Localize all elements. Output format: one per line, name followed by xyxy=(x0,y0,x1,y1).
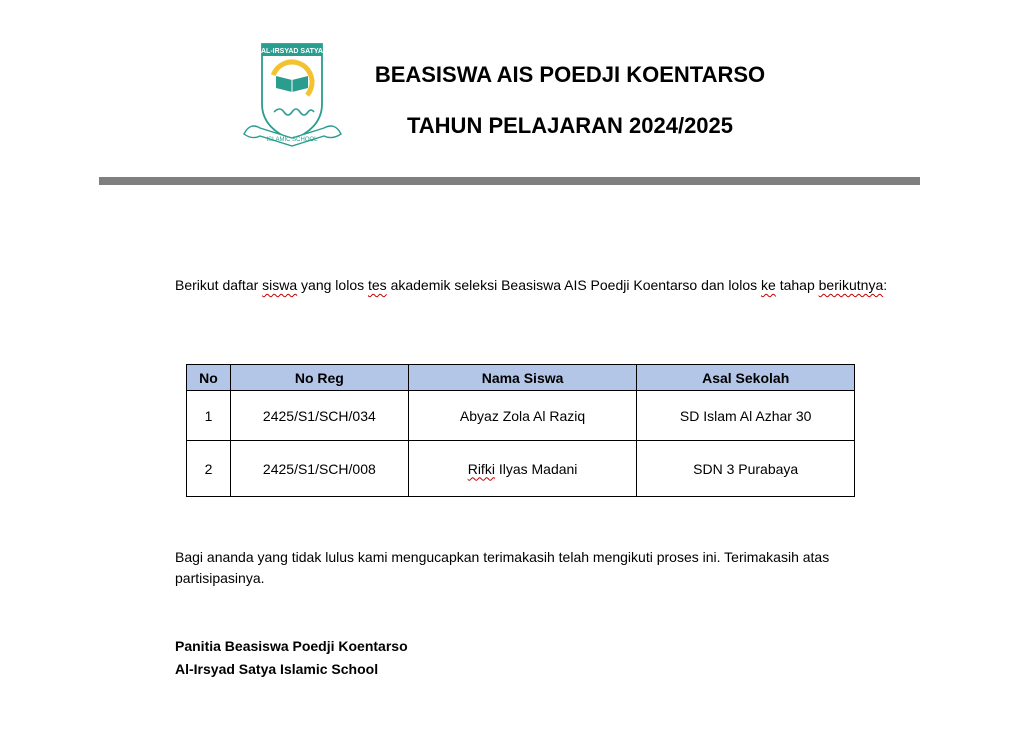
signature-committee: Panitia Beasiswa Poedji Koentarso xyxy=(175,638,408,654)
column-header-no-reg: No Reg xyxy=(230,365,408,391)
column-header-nama-siswa: Nama Siswa xyxy=(408,365,637,391)
table-row xyxy=(187,441,855,497)
cell-no-reg: 2425/S1/SCH/034 xyxy=(230,391,408,441)
cell-nama-siswa: Rifki Ilyas Madani xyxy=(408,441,637,497)
header-divider xyxy=(99,177,920,185)
spellcheck-word: tes xyxy=(368,277,387,293)
column-header-asal-sekolah: Asal Sekolah xyxy=(637,365,855,391)
spellcheck-word: ke xyxy=(761,277,776,293)
cell-no: 1 xyxy=(187,391,231,441)
intro-paragraph: Berikut daftar siswa yang lolos tes akademik seleksi Beasiswa AIS Poedji Koentarso dan lolos ke tahap berikutnya: xyxy=(175,277,888,293)
closing-paragraph: Bagi ananda yang tidak lulus kami mengucapkan terimakasih telah mengikuti proses ini. Terimakasih atas partisipasinya. xyxy=(175,549,830,586)
logo-text-bottom: ISLAMIC SCHOOL xyxy=(266,137,318,143)
cell-no: 2 xyxy=(187,441,231,497)
cell-nama-siswa: Abyaz Zola Al Raziq xyxy=(408,391,637,441)
cell-no-reg: 2425/S1/SCH/008 xyxy=(230,441,408,497)
results-table xyxy=(186,364,855,497)
cell-asal-sekolah: SDN 3 Purabaya xyxy=(637,441,855,497)
signature-school: Al-Irsyad Satya Islamic School xyxy=(175,661,379,677)
spellcheck-word: berikutnya xyxy=(818,277,884,293)
spellcheck-word: Rifki xyxy=(467,460,495,477)
table-header-row xyxy=(187,365,855,391)
table-row xyxy=(187,391,855,441)
document-title-line1: BEASISWA AIS POEDJI KOENTARSO xyxy=(374,62,766,87)
document-title-line2: TAHUN PELAJARAN 2024/2025 xyxy=(406,113,734,138)
column-header-no: No xyxy=(187,365,231,391)
cell-asal-sekolah: SD Islam Al Azhar 30 xyxy=(637,391,855,441)
logo-text-top: AL-IRSYAD SATYA xyxy=(261,48,323,55)
spellcheck-word: siswa xyxy=(262,277,298,293)
